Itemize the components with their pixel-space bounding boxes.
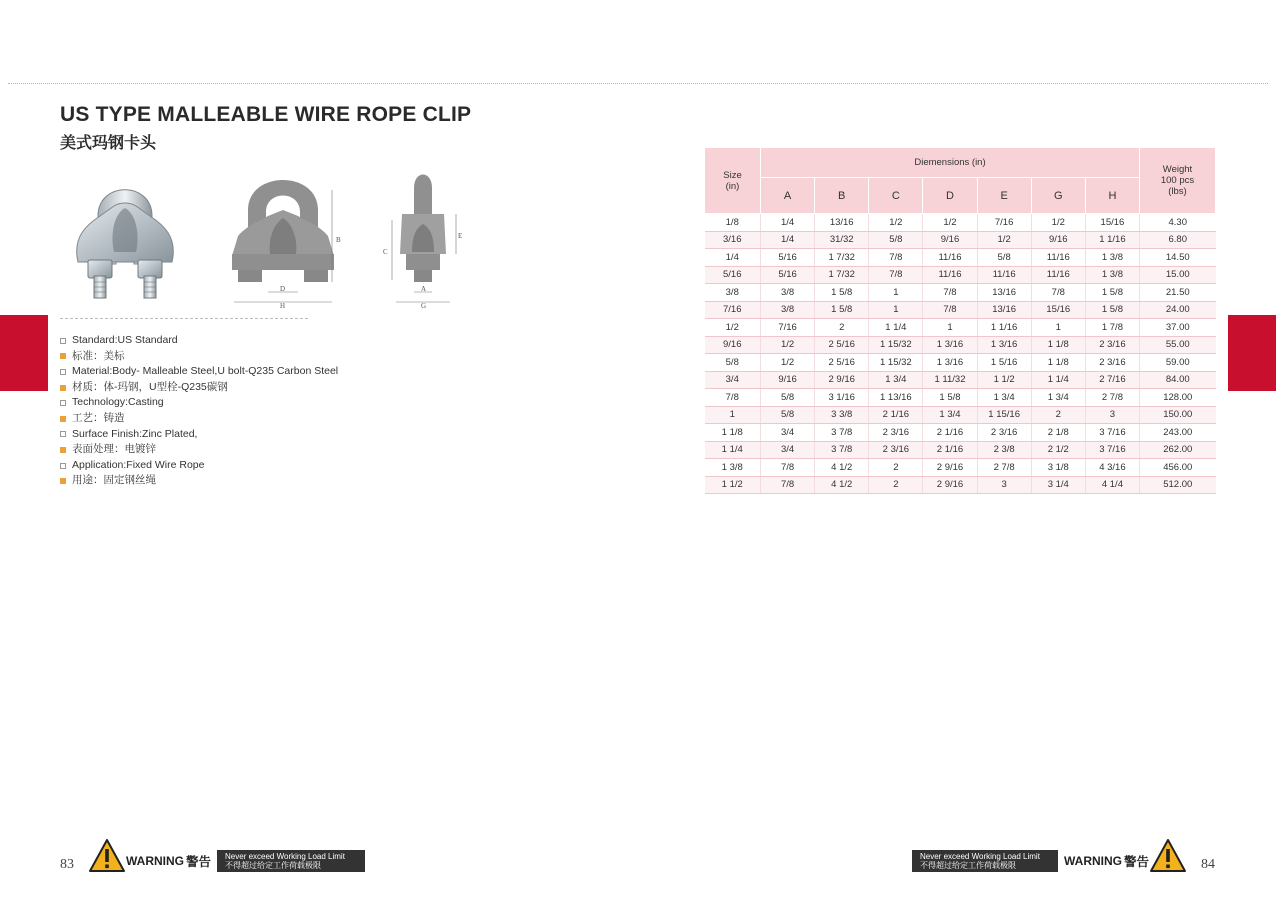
weight-header: Weight 100 pcs (lbs): [1140, 148, 1216, 214]
dim-label-c: C: [383, 248, 388, 256]
page-subtitle: 美式玛钢卡头: [60, 135, 157, 152]
dimension-cell: 2: [815, 319, 869, 337]
side-view-drawing: [378, 170, 468, 310]
size-cell: 5/16: [705, 266, 761, 284]
dimension-cell: 1 3/4: [977, 389, 1031, 407]
table-row: [705, 354, 1216, 372]
page-number-right: 84: [1201, 857, 1215, 872]
dimension-cell: 1 7/8: [1085, 319, 1139, 337]
warning-label: WARNING 警告: [1064, 854, 1150, 869]
table-body: [705, 214, 1216, 494]
size-cell: 1 1/2: [705, 476, 761, 494]
dimension-cell: 1 3/8: [1085, 249, 1139, 267]
dimension-cell: 1/2: [869, 214, 923, 232]
spec-item: Surface Finish:Zinc Plated,: [60, 427, 338, 443]
bullet-icon: [60, 338, 66, 344]
warning-banner-right: [912, 838, 1187, 873]
bullet-icon: [60, 369, 66, 375]
weight-cell: 150.00: [1140, 406, 1216, 424]
right-red-tab: [1228, 315, 1276, 391]
warning-message: Never exceed Working Load Limit 不得超过给定工作荷载极限: [912, 850, 1058, 872]
top-dotted-rule: [8, 83, 1268, 84]
dimension-cell: 4 3/16: [1085, 459, 1139, 477]
dimension-cell: 31/32: [815, 231, 869, 249]
dimension-cell: 3: [977, 476, 1031, 494]
table-row: [705, 284, 1216, 302]
dimension-cell: 1 5/16: [977, 354, 1031, 372]
spec-item: 工艺：铸造: [60, 411, 338, 427]
dimension-cell: 1: [923, 319, 977, 337]
dim-label-g: G: [421, 302, 427, 310]
dimension-cell: 11/16: [923, 249, 977, 267]
dimension-cell: 2 3/16: [869, 441, 923, 459]
dimension-cell: 2 1/16: [923, 424, 977, 442]
warning-banner-left: [88, 838, 365, 873]
dimension-cell: 1 5/8: [815, 301, 869, 319]
weight-cell: 262.00: [1140, 441, 1216, 459]
dimension-cell: 1 3/4: [923, 406, 977, 424]
dimension-cell: 2 5/16: [815, 354, 869, 372]
dimension-cell: 1 3/16: [923, 354, 977, 372]
dimension-cell: 1/2: [761, 354, 815, 372]
weight-cell: 21.50: [1140, 284, 1216, 302]
dimension-cell: 7/8: [1031, 284, 1085, 302]
size-cell: 5/8: [705, 354, 761, 372]
dimension-cell: 2 3/16: [1085, 354, 1139, 372]
dimension-cell: 3/4: [761, 441, 815, 459]
warning-triangle-icon: [88, 838, 126, 873]
dimension-cell: 1 1/4: [1031, 371, 1085, 389]
dimension-cell: 2 1/8: [1031, 424, 1085, 442]
dimension-cell: 2 3/8: [977, 441, 1031, 459]
dimension-cell: 1/2: [1031, 214, 1085, 232]
dimension-cell: 1 1/16: [977, 319, 1031, 337]
dimension-cell: 3 1/4: [1031, 476, 1085, 494]
dimension-cell: 2 9/16: [815, 371, 869, 389]
dimension-cell: 2 5/16: [815, 336, 869, 354]
size-cell: 1: [705, 406, 761, 424]
spec-item: Material:Body- Malleable Steel,U bolt-Q235 Carbon Steel: [60, 364, 338, 380]
dimension-cell: 7/8: [869, 266, 923, 284]
dimension-cell: 1: [869, 284, 923, 302]
dimension-cell: 7/8: [869, 249, 923, 267]
dimension-cell: 2 3/16: [977, 424, 1031, 442]
dimension-cell: 3 1/8: [1031, 459, 1085, 477]
dimension-cell: 3 3/8: [815, 406, 869, 424]
table-row: [705, 459, 1216, 477]
dimension-cell: 11/16: [977, 266, 1031, 284]
table-row: [705, 406, 1216, 424]
size-cell: 7/8: [705, 389, 761, 407]
dimension-cell: 2: [1031, 406, 1085, 424]
weight-cell: 84.00: [1140, 371, 1216, 389]
dimension-cell: 1/2: [977, 231, 1031, 249]
spec-item: Application:Fixed Wire Rope: [60, 458, 338, 474]
bullet-icon: [60, 431, 66, 437]
spec-item: 表面处理：电镀锌: [60, 442, 338, 458]
size-cell: 3/8: [705, 284, 761, 302]
dimension-cell: 2 1/16: [869, 406, 923, 424]
dimension-cell: 1 5/8: [923, 389, 977, 407]
dimension-cell: 2 1/2: [1031, 441, 1085, 459]
table-row: [705, 389, 1216, 407]
dimension-cell: 1 13/16: [869, 389, 923, 407]
weight-cell: 512.00: [1140, 476, 1216, 494]
dimension-cell: 9/16: [923, 231, 977, 249]
dimension-cell: 7/16: [977, 214, 1031, 232]
dimension-cell: 5/8: [761, 406, 815, 424]
dimension-cell: 1 7/32: [815, 249, 869, 267]
bullet-icon: [60, 353, 66, 359]
dimension-cell: 1 1/4: [869, 319, 923, 337]
table-row: [705, 441, 1216, 459]
dimension-cell: 2 7/8: [977, 459, 1031, 477]
dimension-cell: 3 7/16: [1085, 441, 1139, 459]
spec-item: 用途：固定钢丝绳: [60, 473, 338, 489]
dim-label-b: B: [336, 236, 341, 244]
dimensions-header: Diemensions (in): [761, 148, 1140, 178]
dimension-cell: 7/8: [761, 476, 815, 494]
dimension-cell: 13/16: [977, 284, 1031, 302]
weight-cell: 15.00: [1140, 266, 1216, 284]
table-row: [705, 476, 1216, 494]
size-cell: 1/8: [705, 214, 761, 232]
spec-item: 材质：体-玛钢，U型栓-Q235碳钢: [60, 380, 338, 396]
dimension-cell: 1 3/8: [1085, 266, 1139, 284]
table-row: [705, 424, 1216, 442]
dimension-cell: 11/16: [1031, 249, 1085, 267]
dimension-table: [704, 147, 1216, 494]
dimension-cell: 1 3/16: [977, 336, 1031, 354]
dimension-cell: 1/4: [761, 231, 815, 249]
dimension-cell: 1/4: [761, 214, 815, 232]
spec-item: Technology:Casting: [60, 395, 338, 411]
dim-label-e: E: [458, 232, 463, 240]
dimension-cell: 1 7/32: [815, 266, 869, 284]
dimension-cell: 11/16: [923, 266, 977, 284]
dimension-cell: 3/4: [761, 424, 815, 442]
table-row: [705, 214, 1216, 232]
table-row: [705, 249, 1216, 267]
column-header-b: B: [815, 178, 869, 214]
dimension-cell: 2 9/16: [923, 476, 977, 494]
weight-cell: 456.00: [1140, 459, 1216, 477]
weight-cell: 24.00: [1140, 301, 1216, 319]
weight-cell: 128.00: [1140, 389, 1216, 407]
bullet-icon: [60, 385, 66, 391]
dimension-cell: 1/2: [923, 214, 977, 232]
size-header: Size (in): [705, 148, 761, 214]
dim-label-d: D: [280, 285, 286, 293]
dim-label-h: H: [280, 302, 286, 310]
size-cell: 9/16: [705, 336, 761, 354]
dimension-cell: 3 7/16: [1085, 424, 1139, 442]
dimension-cell: 9/16: [1031, 231, 1085, 249]
column-header-d: D: [923, 178, 977, 214]
size-cell: 3/4: [705, 371, 761, 389]
dimension-cell: 4 1/4: [1085, 476, 1139, 494]
left-red-tab: [0, 315, 48, 391]
size-cell: 1 3/8: [705, 459, 761, 477]
bullet-icon: [60, 400, 66, 406]
warning-message: Never exceed Working Load Limit 不得超过给定工作荷载极限: [217, 850, 365, 872]
bullet-icon: [60, 416, 66, 422]
dimension-cell: 1 11/32: [923, 371, 977, 389]
dimension-cell: 3 7/8: [815, 424, 869, 442]
column-header-h: H: [1085, 178, 1139, 214]
size-cell: 3/16: [705, 231, 761, 249]
size-cell: 1 1/4: [705, 441, 761, 459]
dimension-cell: 1 1/2: [977, 371, 1031, 389]
dimension-cell: 5/8: [869, 231, 923, 249]
column-header-c: C: [869, 178, 923, 214]
bullet-icon: [60, 463, 66, 469]
dimension-cell: 2 1/16: [923, 441, 977, 459]
size-cell: 1 1/8: [705, 424, 761, 442]
dimension-cell: 5/16: [761, 249, 815, 267]
dimension-cell: 1: [1031, 319, 1085, 337]
table-row: [705, 301, 1216, 319]
dimension-cell: 1 3/4: [1031, 389, 1085, 407]
weight-cell: 4.30: [1140, 214, 1216, 232]
page-number-left: 83: [60, 857, 74, 872]
dimension-cell: 2 9/16: [923, 459, 977, 477]
dimension-cell: 3 7/8: [815, 441, 869, 459]
dimension-cell: 3/8: [761, 301, 815, 319]
bullet-icon: [60, 447, 66, 453]
table-row: [705, 336, 1216, 354]
warning-triangle-icon: [1149, 838, 1187, 873]
dimension-cell: 7/16: [761, 319, 815, 337]
dimension-cell: 4 1/2: [815, 459, 869, 477]
dimension-cell: 1 1/8: [1031, 336, 1085, 354]
dimension-cell: 1 5/8: [815, 284, 869, 302]
wire-rope-clip-photo: [70, 176, 180, 304]
weight-cell: 55.00: [1140, 336, 1216, 354]
weight-cell: 59.00: [1140, 354, 1216, 372]
column-header-g: G: [1031, 178, 1085, 214]
dimension-cell: 13/16: [977, 301, 1031, 319]
dimension-cell: 2 7/16: [1085, 371, 1139, 389]
dimension-cell: 1 3/4: [869, 371, 923, 389]
dimension-cell: 7/8: [923, 284, 977, 302]
dimension-cell: 1: [869, 301, 923, 319]
spec-item: Standard:US Standard: [60, 333, 338, 349]
dimension-cell: 1 15/32: [869, 336, 923, 354]
dimension-cell: 3: [1085, 406, 1139, 424]
dimension-cell: 5/16: [761, 266, 815, 284]
dimension-cell: 7/8: [923, 301, 977, 319]
weight-cell: 6.80: [1140, 231, 1216, 249]
size-cell: 1/2: [705, 319, 761, 337]
dimension-cell: 15/16: [1085, 214, 1139, 232]
page-title: US TYPE MALLEABLE WIRE ROPE CLIP: [60, 103, 472, 126]
table-row: [705, 371, 1216, 389]
dimension-cell: 3/8: [761, 284, 815, 302]
weight-cell: 37.00: [1140, 319, 1216, 337]
dimension-cell: 1 15/16: [977, 406, 1031, 424]
table-row: [705, 319, 1216, 337]
size-cell: 1/4: [705, 249, 761, 267]
dimension-cell: 7/8: [761, 459, 815, 477]
bullet-icon: [60, 478, 66, 484]
dimension-cell: 2: [869, 459, 923, 477]
image-divider: [60, 318, 308, 319]
dimension-cell: 1 1/8: [1031, 354, 1085, 372]
dimension-cell: 2: [869, 476, 923, 494]
dimension-cell: 2 7/8: [1085, 389, 1139, 407]
dimension-cell: 3 1/16: [815, 389, 869, 407]
dim-label-a: A: [421, 285, 427, 293]
dimension-cell: 1 5/8: [1085, 301, 1139, 319]
warning-label: WARNING 警告: [126, 854, 212, 869]
weight-cell: 243.00: [1140, 424, 1216, 442]
dimension-cell: 1 1/16: [1085, 231, 1139, 249]
dimension-cell: 13/16: [815, 214, 869, 232]
dimension-cell: 5/8: [761, 389, 815, 407]
front-view-drawing: [228, 170, 343, 310]
column-header-e: E: [977, 178, 1031, 214]
table-row: [705, 266, 1216, 284]
dimension-cell: 1/2: [761, 336, 815, 354]
dimension-cell: 9/16: [761, 371, 815, 389]
dimension-cell: 2 3/16: [869, 424, 923, 442]
dimension-cell: 5/8: [977, 249, 1031, 267]
weight-cell: 14.50: [1140, 249, 1216, 267]
dimension-cell: 15/16: [1031, 301, 1085, 319]
spec-list: [60, 333, 338, 489]
dimension-cell: 4 1/2: [815, 476, 869, 494]
spec-item: 标准：美标: [60, 349, 338, 365]
dimension-cell: 1 15/32: [869, 354, 923, 372]
dimension-cell: 11/16: [1031, 266, 1085, 284]
dimension-cell: 2 3/16: [1085, 336, 1139, 354]
table-row: [705, 231, 1216, 249]
dimension-cell: 1 3/16: [923, 336, 977, 354]
column-header-a: A: [761, 178, 815, 214]
size-cell: 7/16: [705, 301, 761, 319]
dimension-cell: 1 5/8: [1085, 284, 1139, 302]
